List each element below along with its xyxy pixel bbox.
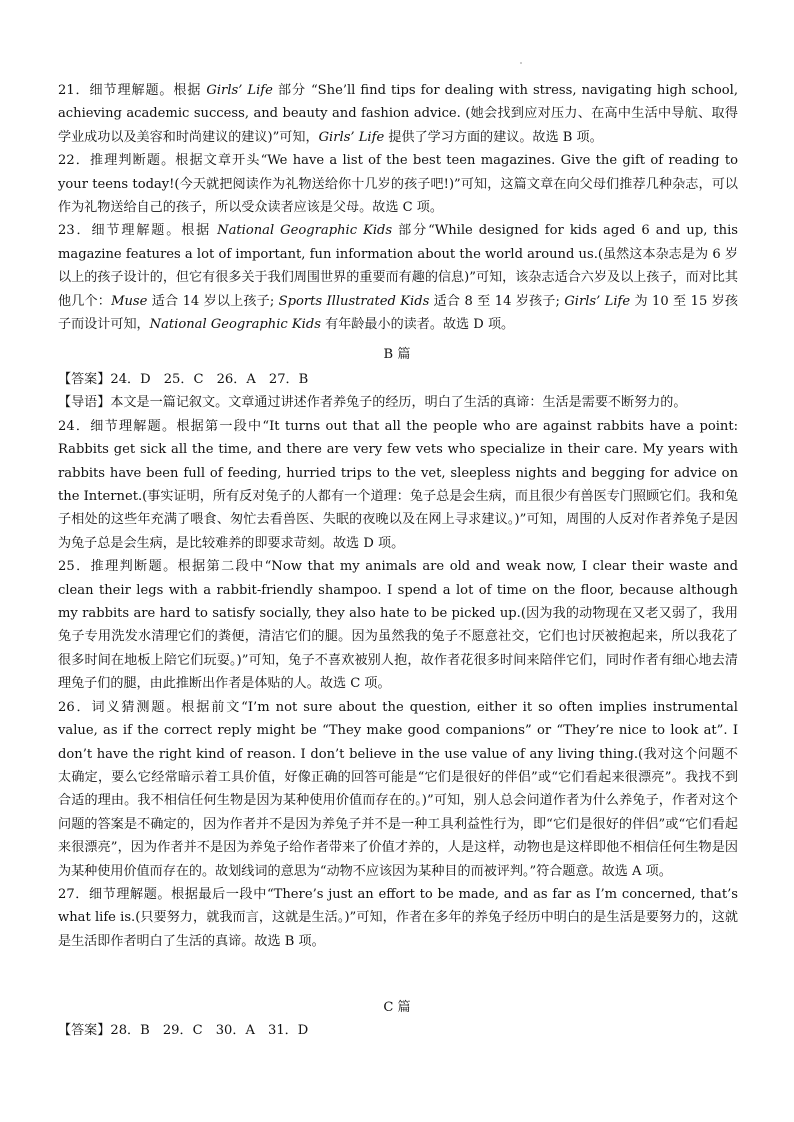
section-c-answers (58, 1019, 738, 1042)
section-b-guide: 【导语】本文是一篇记叙文。文章通过讲述作者养兔子的经历，明白了生活的真谛：生活是需要不断努力的。 (58, 395, 687, 411)
explanation-q24: 24．细节理解题。根据第一段中“It turns out that all the people who are against rabbits have a point: Rabbits get sick all the time, and there are very few vets who specialize in their care. My years with rabbits have been full of feeding, hurried trips to the vet, sleepless nights and begging for advice on the Internet.(事实证明，所有反对兔子的人都有一个道理：兔子总是会生病，而且很少有兽医专门照顾它们。我和兔子相处的这些年充满了喂食、匆忙去看兽医、失眠的夜晚以及在网上寻求建议。)”可知，周围的人反对作者养兔子是因为兔子总是会生病，是比较难养的即要求苛刻。故选 D 项。 (58, 418, 738, 551)
explanation-q22: 22．推理判断题。根据文章开头“We have a list of the best teen magazines. Give the gift of reading to your teens today!(今天就把阅读作为礼物送给你十几岁的孩子吧!)”可知，这篇文章在向父母们推荐几种杂志，可以作为礼物送给自己的孩子，所以受众读者应该是父母。故选 C 项。 (58, 153, 738, 216)
explanation-q27: 27．细节理解题。根据最后一段中“There’s just an effort to be made, and as far as I’m concerned, that’s what life is.(只要努力，就我而言，这就是生活。)”可知，作者在多年的养兔子经历中明白的是生活是要努力的，这就是生活即作者明白了生活的真谛。故选 B 项。 (58, 886, 738, 949)
section-c-heading: C 篇 (383, 1000, 411, 1015)
explanation-q25: 25．推理判断题。根据第二段中“Now that my animals are old and weak now, I clear their waste and clean their legs with a rabbit-friendly shampoo. I spend a lot of time on the floor, because although my rabbits are hard to satisfy socially, they also hate to be picked up.(因为我的动物现在又老又弱了，我用兔子专用洗发水清理它们的粪便，清洁它们的腿。因为虽然我的兔子不愿意社交，它们也讨厌被抱起来，所以我花了很多时间在地板上陪它们玩耍。)”可知，兔子不喜欢被别人抱，故作者花很多时间来陪伴它们，同时作者有细心地去清理兔子们的腿，由此推断出作者是体贴的人。故选 C 项。 (58, 559, 738, 692)
explanation-q21: 21．细节理解题。根据 Girls’ Life 部分 “She’ll find tips for dealing with stress, navigating high school, achieving academic success, and beauty and fashion advice. (她会找到应对压力、在高中生活中导航、取得学业成功以及美容和时尚建议的建议)”可知，Girls’ Life 提供了学习方面的建议。故选 B 项。 (58, 83, 738, 145)
section-b-heading: B 篇 (383, 347, 411, 362)
section-a-explanations (58, 79, 738, 336)
explanation-q23: 23．细节理解题。根据 National Geographic Kids 部分“While designed for kids aged 6 and up, this magazine features a lot of important, fun information about the world around us.(虽然这本杂志是为 6 岁以上的孩子设计的，但它有很多关于我们周围世界的重要而有趣的信息)”可知，该杂志适合六岁及以上孩子，而对比其他几个：Muse 适合 14 岁以上孩子; Sports Illustrated Kids 适合 8 至 14 岁孩子; Girls’ Life 为 10 至 15 岁孩子而设计可知，National Geographic Kids 有年龄最小的读者。故选 D 项。 (58, 223, 738, 333)
explanation-q26: 26．词义猜测题。根据前文“I’m not sure about the question, either it so often implies instrumental value, as if the correct reply might be “They make good companions” or “They’re nice to look at”. I don’t have the right kind of reason. I don’t believe in the use value of any living thing.(我对这个问题不太确定，要么它经常暗示着工具价值，好像正确的回答可能是“它们是很好的伴侣”或“它们看起来很漂亮”。我找不到合适的理由。我不相信任何生物是因为某种使用价值而存在的。)”可知，别人总会问道作者为什么养兔子，作者对这个问题的答案是不确定的，因为作者并不是因为养兔子并不是一种工具利益性行为，即“它们是很好的伴侣”或“它们看起来很漂亮”，因为作者并不是因为养兔子给作者带来了价值才养的，人是这样，动物也是这样即他不相信任何生物是因为某种使用价值而存在的。故划线词的意思为“动物不应该因为某种目的而被评判。”符合题意。故选 A 项。 (58, 699, 738, 879)
scan-speck (520, 62, 522, 64)
section-b-answer: 【答案】24．D 25．C 26．A 27．B (58, 372, 309, 387)
section-b-explanations (58, 368, 738, 953)
section-c-answer: 【答案】28．B 29．C 30．A 31．D (58, 1023, 309, 1038)
